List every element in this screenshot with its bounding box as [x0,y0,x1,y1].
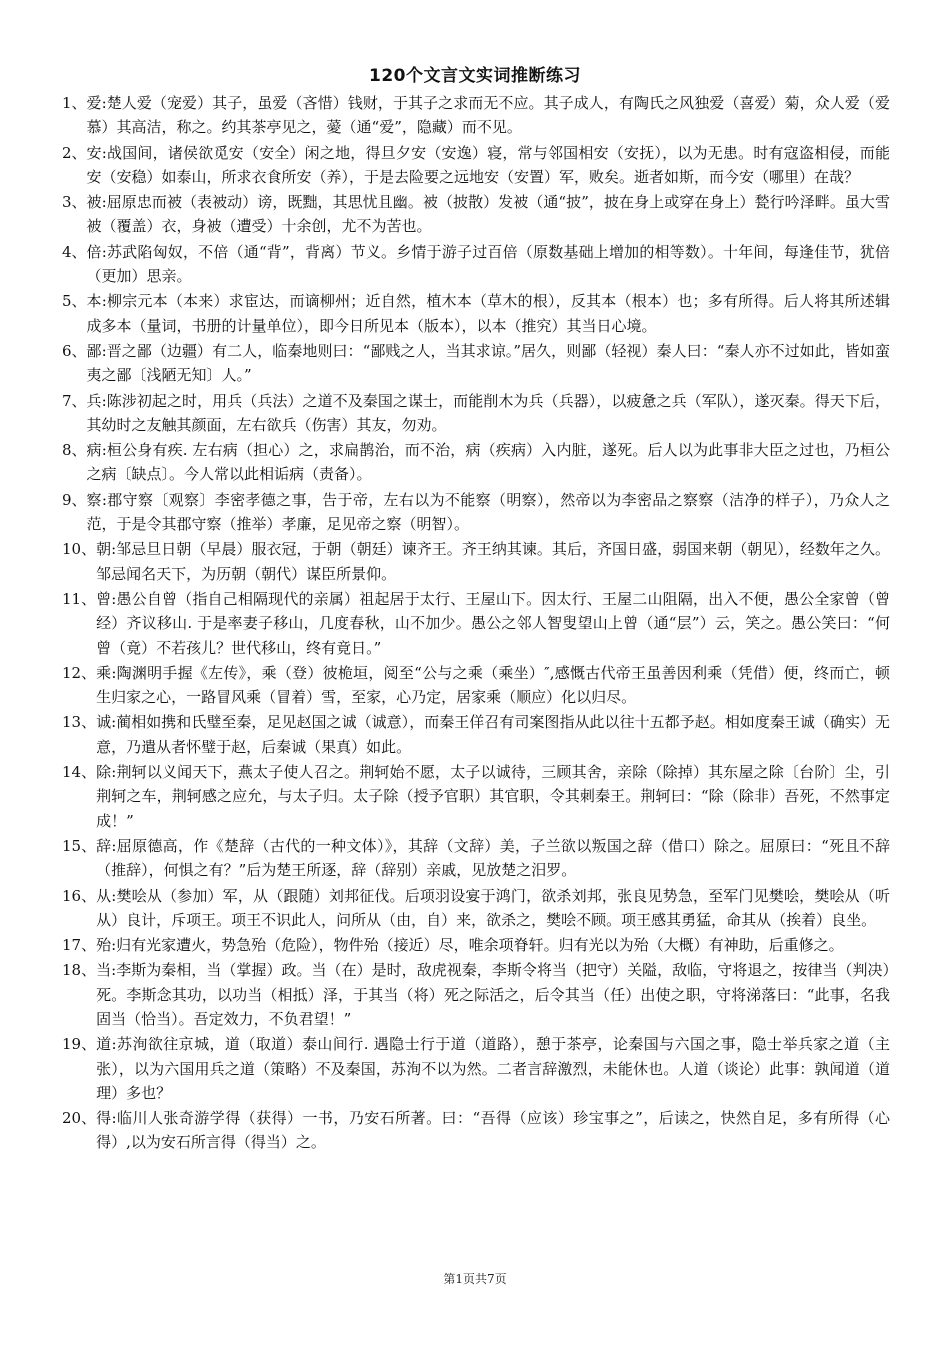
entry-text: 察:郡守察〔观察〕李密孝德之事，告于帝，左右以为不能察（明察），然帝以为李密品之察察（洁净的样子），乃众人之范，于是令其郡守察（推举）孝廉，足见帝之察（明智）。 [86,490,890,534]
list-item [62,587,890,660]
list-item [62,884,890,933]
entry-number: 8、 [62,441,87,460]
list-item [62,438,890,487]
entry-text: 从:樊哙从（参加）军，从（跟随）刘邦征伐。后项羽设宴于鸿门，欲杀刘邦，张良见势急，至军门见樊哙，樊哙从（听从）良计，斥项王。项王不识此人，问所从（由，自）来，欲杀之，樊哙不顾。项王感其勇猛，命其从（挨着）良坐。 [96,886,890,929]
entry-number: 15、 [62,836,97,855]
entry-list [62,91,890,1156]
entry-text: 道:苏洵欲往京城，道（取道）泰山间行. 遇隐士行于道（道路），憩于茶亭，论秦国与六国之事，隐士举兵家之道（主张），以为六国用兵之道（策略）不及秦国，苏洵不以为然。二者言辞激烈，未能休也。人道（谈论）此事：孰闻道（道理）多也？ [96,1035,890,1102]
entry-text: 本:柳宗元本（本来）求宦达，而谪柳州；近自然，植木本（草木的根），反其本（根本）也；多有所得。后人将其所述辑成多本（量词，书册的计量单位），即今日所见本（版本），以本（推究）其当日心境。 [86,292,890,335]
page-footer: 第1页共7页 [443,1272,507,1286]
list-item [62,933,890,957]
entry-text: 爱:楚人爱（宠爱）其子，虽爱（吝惜）钱财，于其子之求而无不应。其子成人，有陶氏之风独爱（喜爱）菊，众人爱（爱慕）其高洁，称之。约其茶亭见之，薆（通“爱”，隐藏）而不见。 [86,94,890,137]
entry-number: 14、 [62,763,97,782]
entry-text: 曾:愚公自曾（指自己相隔现代的亲属）祖起居于太行、王屋山下。因太行、王屋二山阻隔，出入不便，愚公全家曾（曾经）齐议移山. 于是率妻子移山，几度春秋，山不加少。愚公之邻人智叟望山上曾（通“层”）云，笑之。愚公笑曰：“何曾（竟）不若孩儿？世代移山，终有竟日。” [96,589,890,657]
entry-number: 17、 [62,936,97,955]
list-item [62,710,890,759]
entry-text: 兵:陈涉初起之时，用兵（兵法）之道不及秦国之谋士，而能削木为兵（兵器），以疲惫之兵（军队），遂灭秦。得天下后，其幼时之友触其颜面，左右欲兵（伤害）其友，勿劝。 [86,391,890,434]
entry-number: 7、 [62,391,87,410]
entry-number: 11、 [62,589,97,608]
entry-text: 得:临川人张奇游学得（获得）一书，乃安石所著。曰：“吾得（应该）珍宝事之”，后读之，快然自足，多有所得（心得）,以为安石所言得（得当）之。 [96,1109,890,1152]
list-item [62,661,890,710]
list-item [62,141,890,190]
list-item [62,488,890,537]
entry-number: 12、 [62,663,97,682]
entry-number: 16、 [62,886,97,905]
entry-text: 安:战国间，诸侯欲觅安（安全）闲之地，得旦夕安（安逸）寝，常与邻国相安（安抚），以为无患。时有寇盗相侵，而能安（安稳）如泰山，所求衣食所安（养），于是去险要之远地安（安置）军，败矣。逝者如斯，而今安（哪里）在哉？ [86,143,890,186]
entry-number: 1、 [62,94,87,112]
list-item [62,289,890,338]
list-item [62,958,890,1031]
entry-number: 10、 [62,540,97,559]
entry-number: 6、 [62,341,87,360]
list-item [62,760,890,833]
entry-text: 朝:邹忌旦日朝（早晨）服衣冠，于朝（朝廷）谏齐王。齐王纳其谏。其后，齐国日盛，弱国来朝（朝见），经数年之久。邹忌闻名天下，为历朝（朝代）谋臣所景仰。 [96,540,890,583]
entry-number: 13、 [62,713,97,732]
entry-text: 乘:陶渊明手握《左传》，乘（登）彼桅垣，阅至“公与之乘（乘坐）″,感慨古代帝王虽善因利乘（凭借）便，终而亡，顿生归家之心，一路冒风乘（冒着）雪，至家，心乃定，居家乘（顺应）化以归尽。 [96,663,890,707]
entry-number: 4、 [62,242,87,261]
list-item [62,389,890,438]
entry-text: 辞:屈原德高，作《楚辞（古代的一种文体）》，其辞（文辞）美，子兰欲以叛国之辞（借口）除之。屈原曰：“死且不辞（推辞），何惧之有？”后为楚王所逐，辞（辞别）亲戚，见放楚之汨罗。 [96,836,890,880]
entry-number: 18、 [62,961,97,980]
entry-text: 倍:苏武陷匈奴，不倍（通“背”，背离）节义。乡情于游子过百倍（原数基础上增加的相等数）。十年间，每逢佳节，犹倍（更加）思亲。 [86,242,890,286]
entry-text: 除:荆轲以义闻天下，燕太子使人召之。荆轲始不愿，太子以诚待，三顾其舍，亲除（除掉）其东屋之除〔台阶〕尘，引荆轲之车，荆轲感之应允，与太子归。太子除（授予官职）其官职，令其刺秦王。荆轲曰：“除（除非）吾死，不然事定成！” [96,763,890,830]
entry-number: 2、 [62,143,87,162]
entry-text: 当:李斯为秦相，当（掌握）政。当（在）是时，敌虎视秦，李斯令将当（把守）关隘，敌临，守将退之，按律当（判决）死。李斯念其功，以功当（相抵）泽，于其当（将）死之际活之，后令其当（任）出使之职，守将涕落曰：“此事，名我固当（恰当）。吾定效力，不负君望！” [96,961,890,1028]
list-item [62,1106,890,1155]
entry-number: 20、 [62,1109,97,1128]
entry-text: 被:屈原忠而被（表被动）谤，既黜，其思忧且幽。被（披散）发被（通“披”，披在身上或穿在身上）甃行吟泽畔。虽大雪被（覆盖）衣，身被（遭受）十余创，尤不为苦也。 [86,193,890,236]
entry-text: 诚:蔺相如携和氏璧至秦，足见赵国之诚（诚意），而秦王佯召有司案图指从此以往十五都予赵。相如度秦王诚（确实）无意，乃遣从者怀璧于赵，后秦诚（果真）如此。 [96,713,890,756]
entry-text: 殆:归有光家遭火，势急殆（危险），物件殆（接近）尽，唯余项脊轩。归有光以为殆（大概）有神助，后重修之。 [96,936,844,955]
entry-number: 3、 [62,193,87,212]
entry-number: 5、 [62,292,87,311]
list-item [62,1032,890,1105]
list-item [62,91,890,140]
list-item [62,339,890,388]
document-title: 120个文言文实词推断练习 [369,66,581,86]
list-item [62,240,890,289]
entry-number: 19、 [62,1035,97,1054]
list-item [62,537,890,586]
list-item [62,190,890,239]
list-item [62,834,890,883]
entry-text: 病:桓公身有疾. 左右病（担心）之，求扁鹊治，而不治，病（疾病）入内脏，遂死。后人以为此事非大臣之过也，乃桓公之病〔缺点〕。今人常以此相诟病（责备）。 [86,441,890,484]
entry-number: 9、 [62,490,87,509]
entry-text: 鄙:晋之鄙（边疆）有二人，临秦地则曰：“鄙贱之人，当其求谅。”居久，则鄙（轻视）秦人曰：“秦人亦不过如此，皆如蛮夷之鄙〔浅陋无知〕人。” [86,341,890,385]
